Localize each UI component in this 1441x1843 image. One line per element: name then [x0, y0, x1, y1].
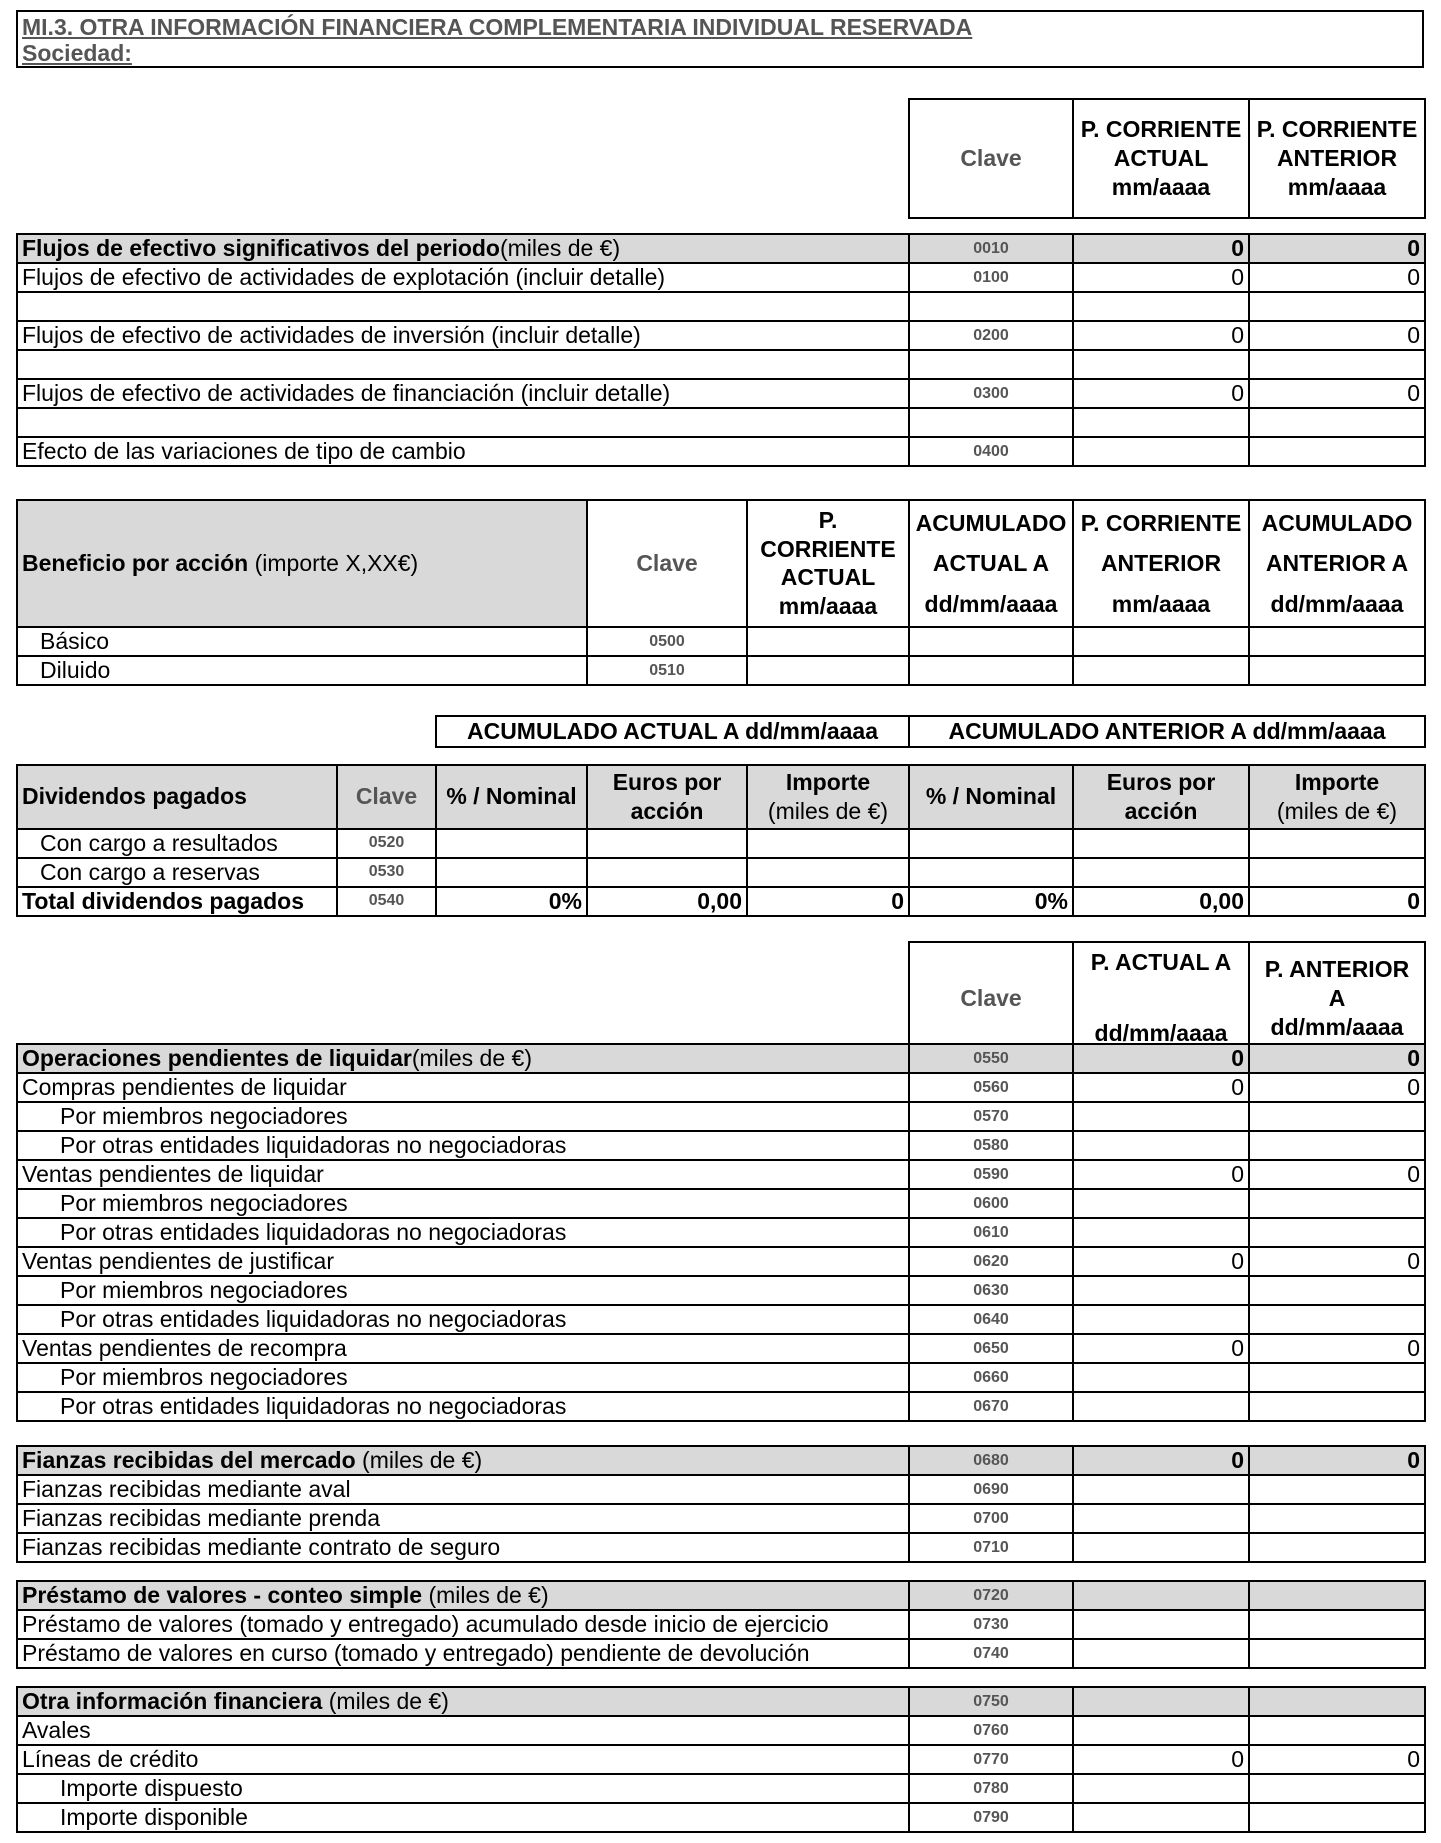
prestamo-section-clave: 0720: [909, 1581, 1073, 1610]
value-cell[interactable]: [1073, 1504, 1249, 1533]
row-clave: 0500: [587, 627, 747, 656]
flujos-section-title: Flujos de efectivo significativos del periodo: [22, 235, 500, 261]
value-cell[interactable]: [1249, 1475, 1425, 1504]
value-cell[interactable]: [1073, 1533, 1249, 1562]
table-row: [17, 1533, 1425, 1562]
value-cell[interactable]: 0: [1249, 1745, 1425, 1774]
row-label: Efecto de las variaciones de tipo de cambio: [17, 437, 909, 466]
table-row: [17, 1716, 1425, 1745]
operaciones-header-table: [908, 941, 1426, 1056]
row-clave: 0780: [909, 1774, 1073, 1803]
value-cell[interactable]: [1073, 1218, 1249, 1247]
table-row: [17, 437, 1425, 466]
row-clave: 0400: [909, 437, 1073, 466]
row-clave: 0770: [909, 1745, 1073, 1774]
value-cell[interactable]: [1249, 1363, 1425, 1392]
value-cell[interactable]: 0: [1073, 1160, 1249, 1189]
row-label: Fianzas recibidas mediante prenda: [17, 1504, 909, 1533]
beneficio-header-col2: ACUMULADO ACTUAL A dd/mm/aaaa: [909, 500, 1073, 627]
row-clave: 0100: [909, 263, 1073, 292]
operaciones-header-clave: Clave: [909, 942, 1073, 1055]
value-cell[interactable]: [1073, 1392, 1249, 1421]
row-clave: 0580: [909, 1131, 1073, 1160]
value-cell[interactable]: [1073, 1102, 1249, 1131]
table-row: [17, 656, 1425, 685]
row-label: Por miembros negociadores: [17, 1276, 909, 1305]
row-label: Importe disponible: [17, 1803, 909, 1832]
value-cell[interactable]: [1249, 1102, 1425, 1131]
value-cell[interactable]: [587, 829, 747, 858]
value-cell[interactable]: [1073, 350, 1249, 379]
value-cell[interactable]: [1073, 437, 1249, 466]
value-cell[interactable]: [1249, 1687, 1425, 1716]
total-nominal-a: 0%: [436, 887, 587, 916]
beneficio-header-col1: P. CORRIENTE ACTUAL mm/aaaa: [747, 500, 909, 627]
value-cell[interactable]: 0: [1249, 321, 1425, 350]
otra-section-label: Otra información financiera (miles de €): [17, 1687, 909, 1716]
flujos-header-col2: P. CORRIENTE ANTERIOR mm/aaaa: [1249, 99, 1425, 218]
value-cell[interactable]: [1073, 408, 1249, 437]
table-row: [17, 1189, 1425, 1218]
value-cell[interactable]: 0: [1073, 321, 1249, 350]
row-clave: 0640: [909, 1305, 1073, 1334]
total-importe-b: 0: [1249, 887, 1425, 916]
row-label: Fianzas recibidas mediante contrato de seguro: [17, 1533, 909, 1562]
operaciones-section-value-2[interactable]: 0: [1249, 1044, 1425, 1073]
table-row: [17, 379, 1425, 408]
value-cell[interactable]: [1073, 1774, 1249, 1803]
value-cell[interactable]: [1073, 656, 1249, 685]
total-row: [17, 887, 1425, 916]
value-cell[interactable]: [1249, 1276, 1425, 1305]
row-label: Con cargo a reservas: [17, 858, 337, 887]
row-clave: 0740: [909, 1639, 1073, 1668]
row-label: Por otras entidades liquidadoras no negociadoras: [17, 1131, 909, 1160]
value-cell[interactable]: [1073, 1687, 1249, 1716]
total-euros-a: 0,00: [587, 887, 747, 916]
beneficio-table: [16, 626, 1426, 686]
row-label: Compras pendientes de liquidar: [17, 1073, 909, 1102]
table-row: [17, 1504, 1425, 1533]
dividendos-header-nominal-a: % / Nominal: [436, 765, 587, 829]
table-row: [17, 1073, 1425, 1102]
table-row: [17, 1218, 1425, 1247]
value-cell[interactable]: [1073, 1276, 1249, 1305]
table-row: [17, 1276, 1425, 1305]
row-label: Por miembros negociadores: [17, 1102, 909, 1131]
row-clave: 0790: [909, 1803, 1073, 1832]
dividendos-anterior-period: ACUMULADO ANTERIOR A dd/mm/aaaa: [909, 716, 1425, 747]
row-label: Básico: [17, 627, 587, 656]
value-cell[interactable]: [747, 858, 909, 887]
value-cell[interactable]: [1073, 1610, 1249, 1639]
operaciones-section-clave: 0550: [909, 1044, 1073, 1073]
row-label: Fianzas recibidas mediante aval: [17, 1475, 909, 1504]
table-row: [17, 1639, 1425, 1668]
dividendos-period-header: [435, 715, 1426, 748]
otra-section-clave: 0750: [909, 1687, 1073, 1716]
flujos-section-value-1[interactable]: 0: [1073, 234, 1249, 263]
row-label: Ventas pendientes de recompra: [17, 1334, 909, 1363]
row-clave: 0710: [909, 1533, 1073, 1562]
row-label: Por otras entidades liquidadoras no negociadoras: [17, 1392, 909, 1421]
total-importe-a: 0: [747, 887, 909, 916]
value-cell[interactable]: [1249, 408, 1425, 437]
value-cell[interactable]: [747, 627, 909, 656]
value-cell[interactable]: 0: [1249, 1334, 1425, 1363]
row-clave: 0570: [909, 1102, 1073, 1131]
value-cell[interactable]: [1073, 1639, 1249, 1668]
flujos-header-col1: P. CORRIENTE ACTUAL mm/aaaa: [1073, 99, 1249, 218]
fianzas-section-value-1[interactable]: 0: [1073, 1446, 1249, 1475]
total-nominal-b: 0%: [909, 887, 1073, 916]
value-cell[interactable]: 0: [1249, 1247, 1425, 1276]
beneficio-header-table: [16, 499, 1426, 628]
row-clave: 0610: [909, 1218, 1073, 1247]
table-row: [17, 321, 1425, 350]
beneficio-title-bold: Beneficio por acción: [22, 549, 249, 576]
row-label: Préstamo de valores en curso (tomado y entregado) pendiente de devolución: [17, 1639, 909, 1668]
row-clave: 0730: [909, 1610, 1073, 1639]
dividendos-header-importe-a: Importe (miles de €): [747, 765, 909, 829]
dividendos-actual-period: ACUMULADO ACTUAL A dd/mm/aaaa: [436, 716, 909, 747]
value-cell[interactable]: [1073, 1475, 1249, 1504]
value-cell[interactable]: [1249, 1581, 1425, 1610]
value-cell[interactable]: [747, 829, 909, 858]
beneficio-title: [17, 500, 587, 627]
table-row: [17, 627, 1425, 656]
operaciones-section-label: Operaciones pendientes de liquidar(miles de €): [17, 1044, 909, 1073]
blank-row: [17, 408, 1425, 437]
value-cell[interactable]: [1073, 1803, 1249, 1832]
dividendos-header-euros-a: Euros por acción: [587, 765, 747, 829]
value-cell[interactable]: 0: [1249, 263, 1425, 292]
blank-row: [17, 350, 1425, 379]
row-clave: 0560: [909, 1073, 1073, 1102]
row-clave: 0300: [909, 379, 1073, 408]
dividendos-title: Dividendos pagados: [17, 765, 337, 829]
value-cell[interactable]: [1249, 350, 1425, 379]
value-cell[interactable]: [1073, 1131, 1249, 1160]
row-label: Por miembros negociadores: [17, 1189, 909, 1218]
form-title-box: [16, 10, 1424, 68]
row-clave: 0620: [909, 1247, 1073, 1276]
value-cell[interactable]: [1249, 1716, 1425, 1745]
row-label: Flujos de efectivo de actividades de financiación (incluir detalle): [17, 379, 909, 408]
row-clave: 0650: [909, 1334, 1073, 1363]
operaciones-section-value-1[interactable]: 0: [1073, 1044, 1249, 1073]
value-cell[interactable]: [436, 858, 587, 887]
table-row: [17, 1392, 1425, 1421]
dividendos-header-importe-b: Importe (miles de €): [1249, 765, 1425, 829]
table-row: [17, 1363, 1425, 1392]
row-clave: 0510: [587, 656, 747, 685]
value-cell[interactable]: [1249, 1639, 1425, 1668]
fianzas-section-value-2[interactable]: 0: [1249, 1446, 1425, 1475]
beneficio-title-unit: (importe X,XX€): [254, 549, 419, 576]
value-cell[interactable]: [587, 858, 747, 887]
operaciones-section-row: [17, 1044, 1425, 1073]
fianzas-section-clave: 0680: [909, 1446, 1073, 1475]
table-row: [17, 829, 1425, 858]
value-cell[interactable]: [1249, 627, 1425, 656]
flujos-header-clave: Clave: [909, 99, 1073, 218]
value-cell[interactable]: [1249, 1774, 1425, 1803]
row-label: Ventas pendientes de liquidar: [17, 1160, 909, 1189]
beneficio-header-col4: ACUMULADO ANTERIOR A dd/mm/aaaa: [1249, 500, 1425, 627]
prestamo-section-label: Préstamo de valores - conteo simple (miles de €): [17, 1581, 909, 1610]
row-label: Préstamo de valores (tomado y entregado) acumulado desde inicio de ejercicio: [17, 1610, 909, 1639]
flujos-table: [16, 98, 1426, 467]
value-cell[interactable]: [909, 627, 1073, 656]
row-clave: 0200: [909, 321, 1073, 350]
value-cell[interactable]: [1073, 1189, 1249, 1218]
fianzas-section-row: [17, 1446, 1425, 1475]
table-row: [17, 1247, 1425, 1276]
row-label: Importe dispuesto: [17, 1774, 909, 1803]
blank-row: [17, 292, 1425, 321]
row-clave: 0630: [909, 1276, 1073, 1305]
row-label: Ventas pendientes de justificar: [17, 1247, 909, 1276]
value-cell[interactable]: [436, 829, 587, 858]
row-clave: 0600: [909, 1189, 1073, 1218]
table-row: [17, 1305, 1425, 1334]
value-cell[interactable]: [909, 858, 1073, 887]
value-cell[interactable]: [1249, 1803, 1425, 1832]
value-cell[interactable]: [1249, 1392, 1425, 1421]
row-label: Flujos de efectivo de actividades de inversión (incluir detalle): [17, 321, 909, 350]
dividendos-table: [16, 764, 1426, 917]
row-clave: 0760: [909, 1716, 1073, 1745]
operaciones-header-col1: P. ACTUAL A dd/mm/aaaa: [1073, 942, 1249, 1055]
form-title: MI.3. OTRA INFORMACIÓN FINANCIERA COMPLEMENTARIA INDIVIDUAL RESERVADA: [22, 14, 973, 40]
table-row: [17, 1131, 1425, 1160]
fianzas-table: [16, 1445, 1426, 1563]
value-cell[interactable]: [1073, 292, 1249, 321]
value-cell[interactable]: 0: [1073, 1334, 1249, 1363]
value-cell[interactable]: [1249, 1533, 1425, 1562]
beneficio-header-clave: Clave: [587, 500, 747, 627]
otra-section-row: [17, 1687, 1425, 1716]
value-cell[interactable]: [1073, 829, 1249, 858]
value-cell[interactable]: [1249, 1504, 1425, 1533]
row-label: Flujos de efectivo de actividades de explotación (incluir detalle): [17, 263, 909, 292]
dividendos-header-clave: Clave: [337, 765, 436, 829]
total-euros-b: 0,00: [1073, 887, 1249, 916]
flujos-header-spacer: [17, 99, 909, 218]
row-label: Diluido: [17, 656, 587, 685]
value-cell[interactable]: 0: [1073, 1247, 1249, 1276]
table-row: [17, 1610, 1425, 1639]
flujos-section-label: [17, 234, 909, 263]
value-cell[interactable]: [1249, 656, 1425, 685]
value-cell[interactable]: [747, 656, 909, 685]
value-cell[interactable]: [1249, 292, 1425, 321]
row-label: Avales: [17, 1716, 909, 1745]
row-clave: 0530: [337, 858, 436, 887]
row-clave: 0670: [909, 1392, 1073, 1421]
value-cell[interactable]: [1249, 1305, 1425, 1334]
value-cell[interactable]: 0: [1073, 1073, 1249, 1102]
row-label: Líneas de crédito: [17, 1745, 909, 1774]
value-cell[interactable]: 0: [1249, 1160, 1425, 1189]
value-cell[interactable]: [1073, 627, 1249, 656]
total-label: Total dividendos pagados: [17, 887, 337, 916]
value-cell[interactable]: [909, 829, 1073, 858]
table-row: [17, 858, 1425, 887]
value-cell[interactable]: [1249, 437, 1425, 466]
flujos-section-value-2[interactable]: 0: [1249, 234, 1425, 263]
value-cell[interactable]: [1249, 1610, 1425, 1639]
row-clave: 0700: [909, 1504, 1073, 1533]
otra-table: [16, 1686, 1426, 1833]
row-label: Por miembros negociadores: [17, 1363, 909, 1392]
row-clave: 0590: [909, 1160, 1073, 1189]
value-cell[interactable]: [1249, 1131, 1425, 1160]
value-cell[interactable]: [1073, 858, 1249, 887]
value-cell[interactable]: [909, 656, 1073, 685]
value-cell[interactable]: 0: [1249, 379, 1425, 408]
value-cell[interactable]: 0: [1073, 1745, 1249, 1774]
beneficio-header-col3: P. CORRIENTE ANTERIOR mm/aaaa: [1073, 500, 1249, 627]
value-cell[interactable]: 0: [1073, 379, 1249, 408]
value-cell[interactable]: 0: [1073, 263, 1249, 292]
value-cell[interactable]: [1249, 1189, 1425, 1218]
fianzas-section-label: Fianzas recibidas del mercado (miles de €): [17, 1446, 909, 1475]
table-row: [17, 1774, 1425, 1803]
table-row: [17, 1803, 1425, 1832]
value-cell[interactable]: [1073, 1305, 1249, 1334]
table-row: [17, 1745, 1425, 1774]
row-label: Por otras entidades liquidadoras no negociadoras: [17, 1218, 909, 1247]
prestamo-table: [16, 1580, 1426, 1669]
dividendos-header-euros-b: Euros por acción: [1073, 765, 1249, 829]
row-clave: 0690: [909, 1475, 1073, 1504]
prestamo-section-row: [17, 1581, 1425, 1610]
row-label: Con cargo a resultados: [17, 829, 337, 858]
operaciones-header-col2: P. ANTERIOR A dd/mm/aaaa: [1249, 942, 1425, 1055]
value-cell[interactable]: [1249, 858, 1425, 887]
flujos-section-unit: (miles de €): [499, 235, 621, 261]
operaciones-table: [16, 1043, 1426, 1422]
row-label: Por otras entidades liquidadoras no negociadoras: [17, 1305, 909, 1334]
value-cell[interactable]: 0: [1249, 1073, 1425, 1102]
table-row: [17, 1160, 1425, 1189]
table-row: [17, 263, 1425, 292]
table-row: [17, 1102, 1425, 1131]
table-row: [17, 1475, 1425, 1504]
row-clave: 0660: [909, 1363, 1073, 1392]
flujos-section-clave: 0010: [909, 234, 1073, 263]
table-row: [17, 1334, 1425, 1363]
company-label: Sociedad:: [22, 40, 132, 67]
row-clave: 0520: [337, 829, 436, 858]
value-cell[interactable]: [1249, 1218, 1425, 1247]
flujos-section-row: [17, 234, 1425, 263]
value-cell[interactable]: [1073, 1363, 1249, 1392]
value-cell[interactable]: [1249, 829, 1425, 858]
dividendos-header-nominal-b: % / Nominal: [909, 765, 1073, 829]
value-cell[interactable]: [1073, 1581, 1249, 1610]
total-clave: 0540: [337, 887, 436, 916]
value-cell[interactable]: [1073, 1716, 1249, 1745]
